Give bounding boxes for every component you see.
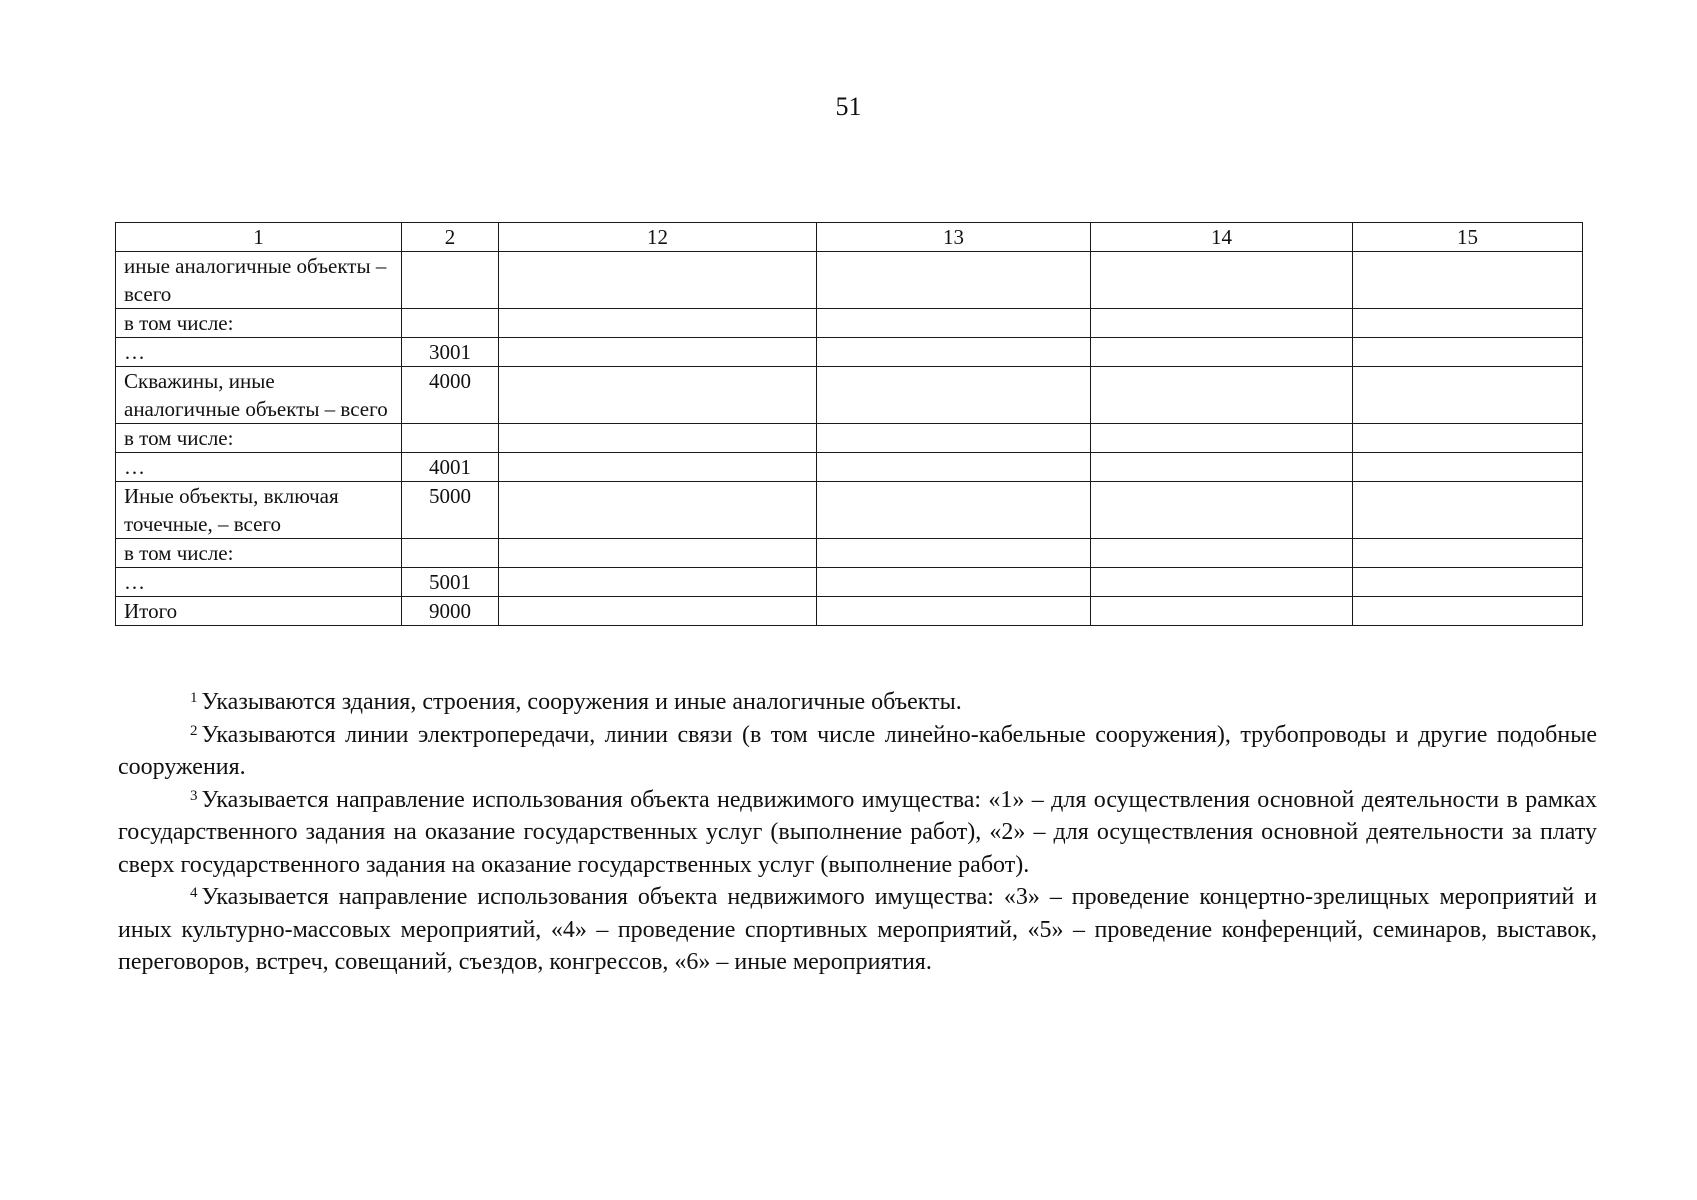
row-name-cell: в том числе:: [116, 539, 402, 568]
footnote-mark: 3: [190, 787, 198, 804]
table-row: [116, 338, 1583, 367]
table-row: [116, 252, 1583, 309]
empty-cell: [1091, 453, 1353, 482]
table-body: [116, 252, 1583, 626]
footnote-text: Указывается направление использования объекта недвижимого имущества: «1» – для осуществления основной деятельности в рамках государственного задания на оказание государственных услуг (выполнение работ), «2» – для осуществления основной деятельности за плату сверх государственного задания на оказание государственных услуг (выполнение работ).: [118, 786, 1597, 878]
table-row: [116, 424, 1583, 453]
empty-cell: [817, 309, 1091, 338]
header-cell: 14: [1091, 223, 1353, 252]
table-row: [116, 367, 1583, 424]
empty-cell: [1091, 424, 1353, 453]
empty-cell: [1353, 252, 1583, 309]
empty-cell: [1091, 309, 1353, 338]
empty-cell: [499, 539, 817, 568]
header-cell: 13: [817, 223, 1091, 252]
property-table-container: [115, 222, 1582, 626]
row-code-cell: [402, 252, 499, 309]
empty-cell: [1091, 252, 1353, 309]
empty-cell: [499, 453, 817, 482]
table-header-row: [116, 223, 1583, 252]
empty-cell: [499, 482, 817, 539]
empty-cell: [1353, 568, 1583, 597]
empty-cell: [817, 338, 1091, 367]
empty-cell: [499, 424, 817, 453]
footnote-text: Указываются здания, строения, сооружения и иные аналогичные объекты.: [201, 689, 962, 715]
empty-cell: [817, 424, 1091, 453]
empty-cell: [1091, 597, 1353, 626]
empty-cell: [1353, 453, 1583, 482]
footnote: [118, 881, 1597, 979]
empty-cell: [1353, 597, 1583, 626]
header-cell: 12: [499, 223, 817, 252]
header-cell: 15: [1353, 223, 1583, 252]
row-code-cell: 3001: [402, 338, 499, 367]
header-cell: 2: [402, 223, 499, 252]
empty-cell: [817, 539, 1091, 568]
row-code-cell: 4001: [402, 453, 499, 482]
footnote-text: Указываются линии электропередачи, линии связи (в том числе линейно-кабельные сооружения), трубопроводы и другие подобные сооружения.: [118, 721, 1597, 780]
row-name-cell: Итого: [116, 597, 402, 626]
empty-cell: [1091, 338, 1353, 367]
row-code-cell: 4000: [402, 367, 499, 424]
row-code-cell: [402, 424, 499, 453]
empty-cell: [817, 568, 1091, 597]
footnote-mark: 4: [190, 885, 198, 901]
empty-cell: [499, 367, 817, 424]
footnotes: [118, 686, 1597, 979]
table-row: [116, 568, 1583, 597]
footnote: [118, 719, 1597, 784]
empty-cell: [1353, 482, 1583, 539]
footnote: [118, 784, 1597, 882]
header-cell: 1: [116, 223, 402, 252]
row-name-cell: Скважины, иные аналогичные объекты – всего: [116, 367, 402, 424]
page-number: 51: [835, 92, 862, 121]
empty-cell: [499, 597, 817, 626]
empty-cell: [1091, 568, 1353, 597]
footnote-mark: 1: [190, 690, 198, 706]
empty-cell: [1353, 539, 1583, 568]
footnote-text: Указывается направление использования объекта недвижимого имущества: «3» – проведение концертно-зрелищных мероприятий и иных культурно-массовых мероприятий, «4» – проведение спортивных мероприятий, «5» – проведение конференций, семинаров, выставок, переговоров, встреч, совещаний, съездов, конгрессов, «6» – иные мероприятия.: [118, 884, 1597, 975]
row-name-cell: …: [116, 568, 402, 597]
empty-cell: [1353, 338, 1583, 367]
table-row: [116, 597, 1583, 626]
empty-cell: [817, 367, 1091, 424]
empty-cell: [817, 453, 1091, 482]
row-name-cell: в том числе:: [116, 424, 402, 453]
empty-cell: [1091, 367, 1353, 424]
row-name-cell: в том числе:: [116, 309, 402, 338]
empty-cell: [499, 338, 817, 367]
table-row: [116, 539, 1583, 568]
row-code-cell: [402, 539, 499, 568]
row-code-cell: [402, 309, 499, 338]
empty-cell: [499, 568, 817, 597]
empty-cell: [817, 252, 1091, 309]
empty-cell: [499, 252, 817, 309]
table-row: [116, 453, 1583, 482]
row-code-cell: 5000: [402, 482, 499, 539]
empty-cell: [1353, 367, 1583, 424]
row-name-cell: …: [116, 453, 402, 482]
row-name-cell: Иные объекты, включая точечные, – всего: [116, 482, 402, 539]
row-code-cell: 9000: [402, 597, 499, 626]
empty-cell: [1353, 424, 1583, 453]
empty-cell: [817, 482, 1091, 539]
empty-cell: [1353, 309, 1583, 338]
footnote-mark: 2: [190, 722, 198, 739]
row-code-cell: 5001: [402, 568, 499, 597]
table-row: [116, 309, 1583, 338]
table-row: [116, 482, 1583, 539]
empty-cell: [1091, 539, 1353, 568]
footnote: [118, 686, 1597, 719]
empty-cell: [817, 597, 1091, 626]
empty-cell: [499, 309, 817, 338]
row-name-cell: иные аналогичные объекты – всего: [116, 252, 402, 309]
row-name-cell: …: [116, 338, 402, 367]
empty-cell: [1091, 482, 1353, 539]
property-table: [115, 222, 1583, 626]
